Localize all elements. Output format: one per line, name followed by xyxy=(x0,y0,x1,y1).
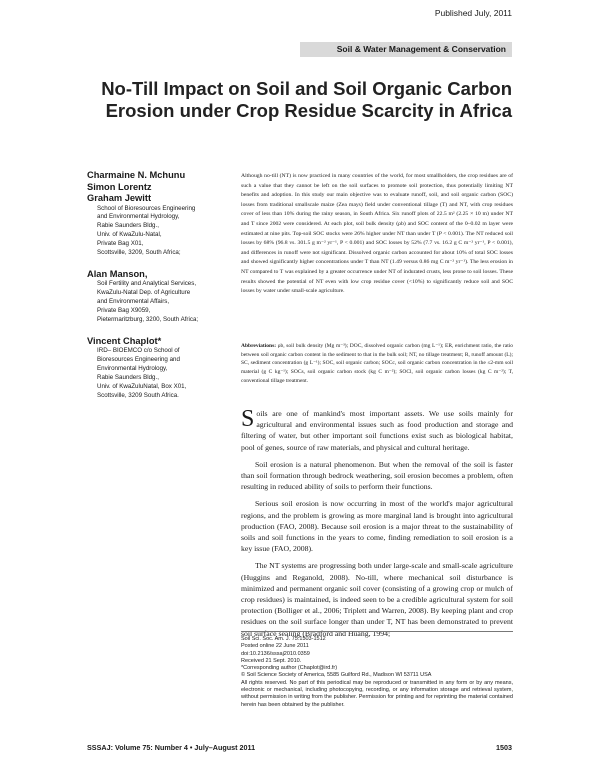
rights-statement: All rights reserved. No part of this periodical may be reproduced or transmitted in any form or by any means, electronic or mechanical, including photocopying, recording, or any information storage and retrieval system, without permission in writing from the publisher. Permission for printing and for reprinting the material contained herein has been obtained by the publisher. xyxy=(241,679,513,708)
copyright: © Soil Science Society of America, 5585 Guilford Rd., Madison WI 53711 USA xyxy=(241,672,432,679)
citation: Soil Sci. Soc. Am. J. 75:1503-1512 xyxy=(241,636,326,642)
paragraph: Soil erosion is a natural phenomenon. But when the removal of the soil is faster than soil formation through bedrock weathering, soil erosion becomes a problem, often resulting in reduced ability of soils to perform their functions. xyxy=(241,459,513,492)
affiliation-line: Private Bag X01, xyxy=(97,240,144,248)
affiliation-line: and Environmental Affairs, xyxy=(97,298,170,306)
author-name: Graham Jewitt xyxy=(87,193,152,203)
paragraph: Serious soil erosion is now occurring in most of the world's major agricultural regions, and the problem is growing as more marginal land is brought into agricultural production (FAO, 2008). Because soil erosion is a major threat to the sustainability of soils and soil functions in the years to come, finding remediation to soil erosion is a key issue (FAO, 2008). xyxy=(241,499,513,554)
body-text xyxy=(241,408,513,645)
affiliation-line: Scottsville, 3209 South Africa. xyxy=(97,392,179,399)
author-name: Simon Lorentz xyxy=(87,181,152,192)
affiliation-line: Environmental Hydrology, xyxy=(97,365,168,373)
doi: doi:10.2136/sssaj2010.0359 xyxy=(241,650,310,657)
section-banner: Soil & Water Management & Conservation xyxy=(300,42,512,57)
affiliation xyxy=(87,347,235,400)
affiliation-line: KwaZulu-Natal Dep. of Agriculture xyxy=(97,289,191,297)
affiliation-line: Univ. of KwaZuluNatal, Box X01, xyxy=(97,383,187,391)
journal-footer: SSSAJ: Volume 75: Number 4 • July–August 2011 xyxy=(87,743,256,752)
affiliation-line: Bioresources Engineering and xyxy=(97,356,180,364)
author-block xyxy=(87,269,235,325)
affiliation-line: Univ. of KwaZulu-Natal, xyxy=(97,231,162,239)
footnote-divider xyxy=(241,631,513,632)
affiliation-line: and Environmental Hydrology, xyxy=(97,213,180,221)
author-block xyxy=(87,193,235,258)
paragraph: The NT systems are progressing both under large-scale and small-scale agriculture (Huggins and Reganold, 2008). No-till, where mechanical soil disturbance is minimized and permanent organic soil cover (consisting of a growing crop or mulch of crop residues) is maintained, is indeed seen to be a credible agricultural system for soil protection (Bolliger et al., 2006; Triplett and Warren, 2008). By keeping plant and crop residues on the soil surface longer than under T, NT has been demonstrated to prevent soil surface sealing (Bradford and Huang, 1994; xyxy=(241,561,513,638)
title-line-1: No-Till Impact on Soil and Soil Organic Carbon xyxy=(101,78,512,99)
affiliation-line: Pietermaritzburg, 3200, South Africa; xyxy=(97,316,199,324)
affiliation-line: Scottsville, 3209, South Africa; xyxy=(97,249,181,257)
affiliation-line: School of Bioresources Engineering xyxy=(97,204,196,212)
posted-date: Posted online 22 June 2011 xyxy=(241,643,309,650)
author-block xyxy=(87,336,235,401)
page-number: 1503 xyxy=(496,743,512,752)
author-list xyxy=(87,170,235,412)
article-metadata xyxy=(241,636,513,709)
abbreviations xyxy=(241,342,513,386)
abbreviations-label: Abbreviations: xyxy=(241,343,277,349)
affiliation xyxy=(87,205,235,258)
drop-cap: S xyxy=(241,406,255,432)
corresponding-author: *Corresponding author (Chaplot@ird.fr) xyxy=(241,665,338,672)
author-name: Vincent Chaplot* xyxy=(87,335,162,346)
paragraph xyxy=(241,408,513,453)
author-name: Alan Manson, xyxy=(87,268,148,279)
affiliation-line: Rabie Saunders Bldg., xyxy=(97,222,159,230)
received-date: Received 21 Sept. 2010. xyxy=(241,657,302,664)
affiliation-line: IRD– BIOEMCO c/o School of xyxy=(97,347,180,355)
affiliation-line: Soil Fertility and Analytical Services, xyxy=(97,280,197,288)
affiliation-line: Private Bag X9059, xyxy=(97,307,151,315)
title-line-2: Erosion under Crop Residue Scarcity in Africa xyxy=(105,100,512,121)
affiliation xyxy=(87,280,235,325)
abstract: Although no-till (NT) is now practiced in many countries of the world, for most smallholders, the crop residues are of such a value that they cannot be left on the soil surfaces to promote soil protection, thus potentially limiting NT benefits and adoption. In this study our main objective was to evaluate runoff, soil, and soil organic carbon (SOC) losses from traditional smallscale maize (Zea mays) field under conventional tillage (T) and NT, with crop residues cover of less than 10% during the rainy season, in South Africa. Six runoff plots of 22.5 m² (2.25 × 10 m) under NT and T since 2002 were considered. At each plot, soil bulk density (ρb) and SOC content of the 0–0.02 m layer were estimated at nine pits. Top-soil SOC stocks were 26% higher under NT than under T (P < 0.001). The NT reduced soil losses by 68% (96.8 vs. 301.5 g m⁻² yr⁻¹, P < 0.001) and SOC losses by 52% (7.7 vs. 16.2 g C m⁻² yr⁻¹, P < 0.001), and differences in runoff were not significant. Dissolved organic carbon accounted for about 10% of total SOC losses and showed significantly higher concentrations under T than NT (1.49 versus 0.86 mg C m⁻² yr⁻¹). The less erosion in NT compared to T was explained by a greater occurrence under NT of indurated crusts, less prone to soil losses. These results showed the potential of NT even with low crop residue cover (<10%) to significantly reduce soil and SOC losses by water under small-scale agriculture. xyxy=(241,173,513,295)
article-title xyxy=(72,78,512,122)
author-name: Charmaine N. Mchunu xyxy=(87,170,186,180)
abbreviations-text: ρb, soil bulk density (Mg m⁻³); DOC, dissolved organic carbon (mg L⁻¹); ER, enrichment ratio, the ratio between soil organic carbon content in the sediment to that in the bulk soil; NT, no tillage treatment; R, runoff amount (L); SC, sediment concentration (g L⁻¹); SOC, soil organic carbon; SOCc, soil organic carbon concentration in the ≤2-mm soil material (g C kg⁻¹); SOCs, soil organic carbon stock (kg C m⁻²); SOCl, soil organic carbon losses (kg C m⁻²); T, conventional tillage treatment. xyxy=(241,343,513,384)
paragraph-text: oils are one of mankind's most important assets. We use soils mainly for agricultural and environmental issues such as food production and storage and filtering of water, but other important soil functions exist such as biological habitat, pool of genes, source of raw materials, and physical and cultural heritage. xyxy=(241,409,513,452)
published-date: Published July, 2011 xyxy=(434,8,512,18)
affiliation-line: Rabie Saunders Bldg., xyxy=(97,374,159,382)
